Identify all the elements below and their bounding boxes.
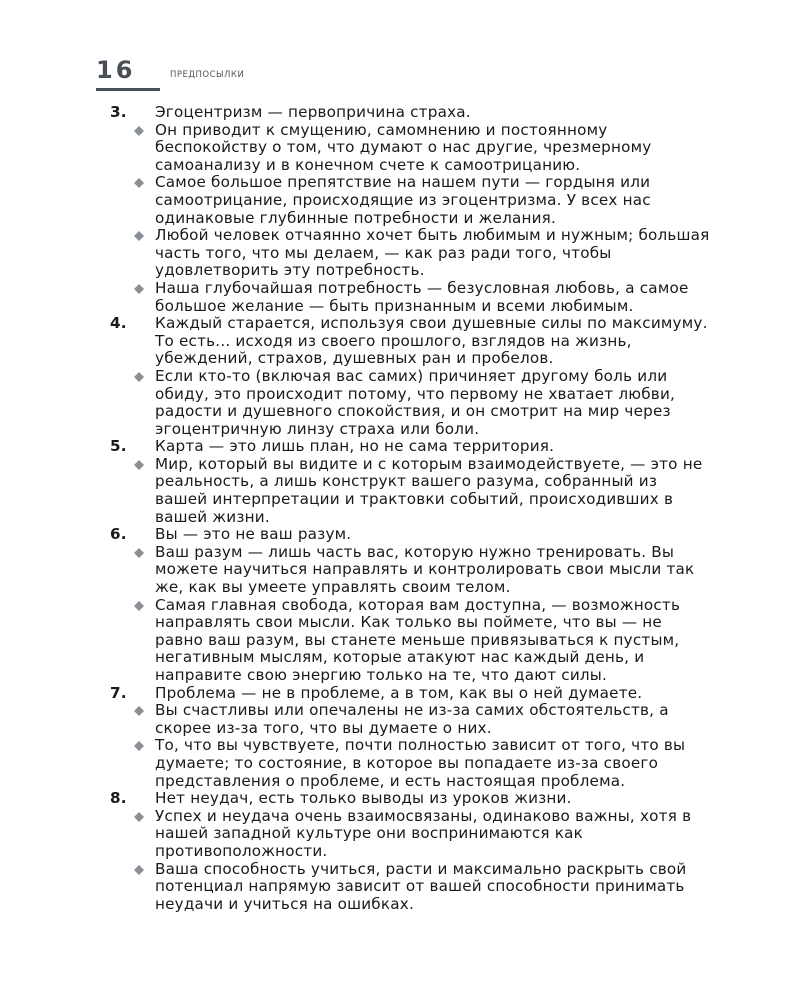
bullet-item (110, 122, 710, 175)
item-title: Нет неудач, есть только выводы из уроков жизни. (155, 789, 572, 808)
item-title: Эгоцентризм — первопричина страха. (155, 103, 471, 121)
diamond-icon (134, 548, 144, 558)
bullet-item (110, 174, 710, 227)
item-number: 5. (110, 437, 127, 456)
diamond-icon (134, 126, 144, 136)
bullet-text: Наша глубочайшая потребность — безусловная любовь, а самое большое желание — быть признанным и всеми любимым. (155, 278, 689, 315)
bullet-text: Ваш разум — лишь часть вас, которую нужно тренировать. Вы можете научиться направлять и контролировать свои мысли так же, как вы умеете управлять своим телом. (155, 542, 695, 597)
diamond-icon (134, 178, 144, 188)
list-item (110, 685, 710, 791)
item-title: Проблема — не в проблеме, а в том, как вы о ней думаете. (155, 683, 643, 702)
bullet-text: То, что вы чувствуете, почти полностью зависит от того, что вы думаете; то состояние, в которое вы попадаете из-за своего представления о проблеме, и есть настоящая проблема. (155, 736, 686, 790)
bullet-item (110, 597, 710, 685)
list-item (110, 315, 710, 438)
diamond-icon (134, 460, 144, 470)
page-number: 16 (96, 56, 136, 84)
bullet-text: Ваша способность учиться, расти и максимально раскрыть свой потенциал напрямую зависит от вашей способности принимать неудачи и учиться на ошибках. (155, 859, 687, 913)
item-number: 4. (110, 314, 127, 333)
list-item (110, 790, 710, 913)
diamond-icon (134, 741, 144, 751)
bullet-item (110, 544, 710, 597)
diamond-icon (134, 284, 144, 294)
bullet-text: Любой человек отчаянно хочет быть любимым и нужным; большая часть того, что мы делаем, — как раз ради того, чтобы удовлетворить эту потребность. (155, 226, 710, 280)
bullet-item (110, 737, 710, 790)
bullet-text: Он приводит к смущению, самомнению и постоянному беспокойству о том, что думают о нас другие, чрезмерному самоанализу и в конечном счете к самоотрицанию. (155, 120, 652, 174)
list-item (110, 104, 710, 315)
bullet-text: Самое большое препятствие на нашем пути — гордыня или самоотрицание, происходящие из эгоцентризма. У всех нас одинаковые глубинные потребности и желания. (155, 173, 651, 227)
bullet-text: Если кто-то (включая вас самих) причиняет другому боль или обиду, это происходит потому, что первому не хватает любви, радости и душевного спокойствия, и он смотрит на мир через эгоцентричную линзу страха или боли. (155, 366, 676, 438)
bullet-item (110, 368, 710, 438)
item-title: Карта — это лишь план, но не сама территория. (155, 437, 555, 456)
section-name: ПРЕДПОСЫЛКИ (170, 70, 245, 80)
bullet-text: Успех и неудача очень взаимосвязаны, одинаково важны, хотя в нашей западной культуре они воспринимаются как противоположности. (155, 806, 692, 860)
bullet-item (110, 861, 710, 914)
bullet-item (110, 227, 710, 280)
bullet-item (110, 280, 710, 315)
bullet-text: Самая главная свобода, которая вам доступна, — возможность направлять свои мысли. Как только вы поймете, что вы — не равно ваш разум, вы станете меньше привязываться к пустым, негативным мыслям, которые атакуют нас каждый день, и направите свою энергию только на те, что дают силы. (155, 595, 681, 684)
bullet-item (110, 808, 710, 861)
bullet-item (110, 702, 710, 737)
page-header (96, 56, 245, 94)
header-rule (96, 88, 160, 91)
list-item (110, 438, 710, 526)
item-number: 6. (110, 525, 127, 544)
diamond-icon (134, 372, 144, 382)
item-number: 7. (110, 683, 127, 702)
diamond-icon (134, 706, 144, 716)
diamond-icon (134, 601, 144, 611)
item-title: Вы — это не ваш разум. (155, 525, 352, 544)
list-item (110, 526, 710, 684)
diamond-icon (134, 231, 144, 241)
bullet-text: Мир, который вы видите и с которым взаимодействуете, — это не реальность, а лишь конструкт вашего разума, собранный из вашей интерпретации и трактовки событий, происходивших в вашей жизни. (155, 454, 703, 526)
bullet-text: Вы счастливы или опечалены не из-за самих обстоятельств, а скорее из-за того, что вы думаете о них. (155, 701, 669, 737)
diamond-icon (134, 812, 144, 822)
diamond-icon (134, 865, 144, 875)
item-number: 8. (110, 789, 127, 808)
bullet-item (110, 456, 710, 526)
item-title: Каждый старается, используя свои душевные силы по максимуму. То есть... исходя из своего прошлого, взглядов на жизнь, убеждений, страхов, душевных ран и пробелов. (155, 314, 708, 368)
item-number: 3. (110, 103, 127, 121)
numbered-list (110, 104, 710, 913)
